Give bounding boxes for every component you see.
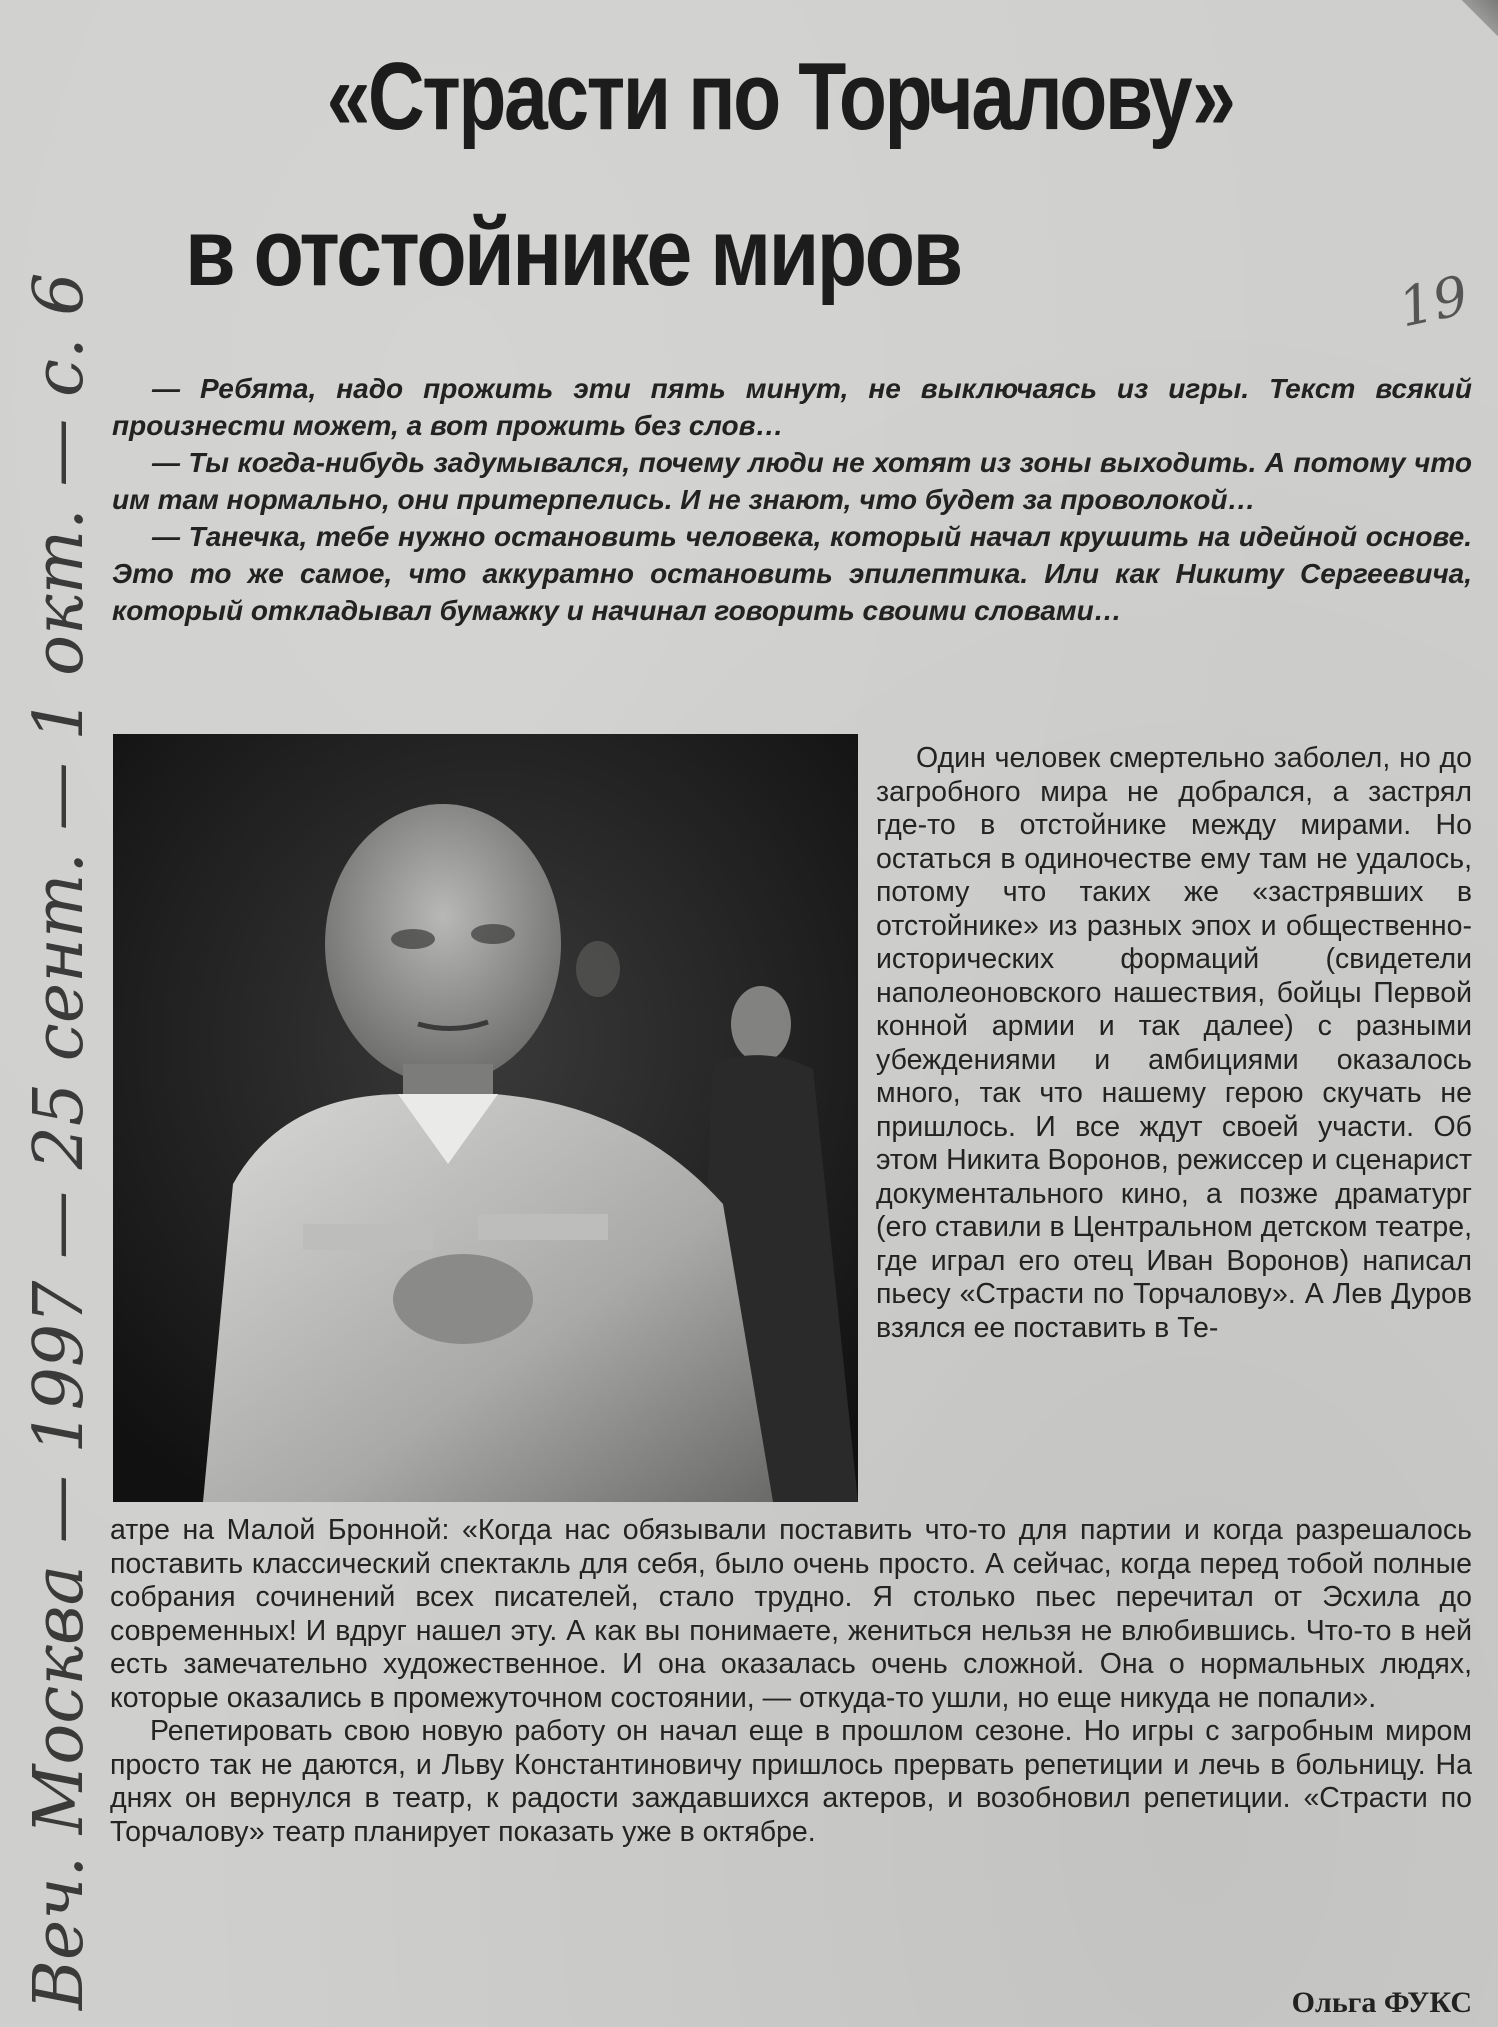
headline-line-1: «Страсти по Торчалову» xyxy=(326,43,1234,150)
folded-corner xyxy=(1458,0,1498,40)
lead-quotes xyxy=(112,370,1472,629)
body-paragraph: Репетировать свою новую работу он начал еще в прошлом сезоне. Но игры с загробным миром просто так не даются, и Льву Константиновичу пришлось прервать репетиции и лечь в больницу. На днях он вернулся в театр, к радости заждавшихся актеров, и возобновил репетиции. «Страсти по Торчалову» театр планирует показать уже в октябре. xyxy=(110,1715,1472,1848)
article-photo xyxy=(113,734,858,1502)
article-body-column xyxy=(876,742,1472,1345)
body-paragraph: атре на Малой Бронной: «Когда нас обязывали поставить что-то для партии и когда разрешалось поставить классический спектакль для себя, было очень просто. А сейчас, когда перед тобой полные собрания сочинений всех писателей, стало трудно. Я столько пьес перечитал от Эсхила до современных! И вдруг нашел эту. А как вы понимаете, жениться нельзя не влюбившись. Что-то в ней есть замечательно художественное. И она оказалась очень сложной. Она о нормальных людях, которые оказались в промежуточном состоянии, — откуда-то ушли, но еще никуда не попали». xyxy=(110,1514,1472,1714)
lead-quote: — Танечка, тебе нужно остановить человека, который начал крушить на идейной основе. Это то же самое, что аккуратно остановить эпилептика. Или как Никиту Сергеевича, который откладывал бумажку и начинал говорить своими словами… xyxy=(112,521,1472,626)
lead-quote: — Ты когда-нибудь задумывался, почему люди не хотят из зоны выходить. А потому что им там нормально, они притерпелись. И не знают, что будет за проволокой… xyxy=(112,447,1472,515)
lead-quote: — Ребята, надо прожить эти пять минут, не выключаясь из игры. Текст всякий произнести может, а вот прожить без слов… xyxy=(112,373,1472,441)
author-byline: Ольга ФУКС xyxy=(1291,1986,1472,2019)
article-body-wide xyxy=(110,1514,1472,1849)
body-paragraph: Один человек смертельно заболел, но до загробного мира не добрался, а застрял где-то в отстойнике между мирами. Но остаться в одиночестве ему там не удалось, потому что таких же «застрявших в отстойнике» из разных эпох и общественно-исторических формаций (свидетели наполеоновского нашествия, бойцы Первой конной армии и так далее) с разными убеждениями и амбициями оказалось много, так что нашему герою скучать не пришлось. И все ждут своей участи. Об этом Никита Воронов, режиссер и сценарист документального кино, а позже драматург (его ставили в Центральном детском театре, где играл его отец Иван Воронов) написал пьесу «Страсти по Торчалову». А Лев Дуров взялся ее поставить в Те- xyxy=(876,742,1472,1344)
handwritten-source-note: Веч. Москва — 1997 — 25 сент. — 1 окт. — с. 6 xyxy=(20,272,99,2010)
handwritten-page-number: 19 xyxy=(1393,263,1474,340)
photo-illustration xyxy=(113,734,858,1502)
headline-line-2: в отстойнике миров xyxy=(185,199,961,306)
